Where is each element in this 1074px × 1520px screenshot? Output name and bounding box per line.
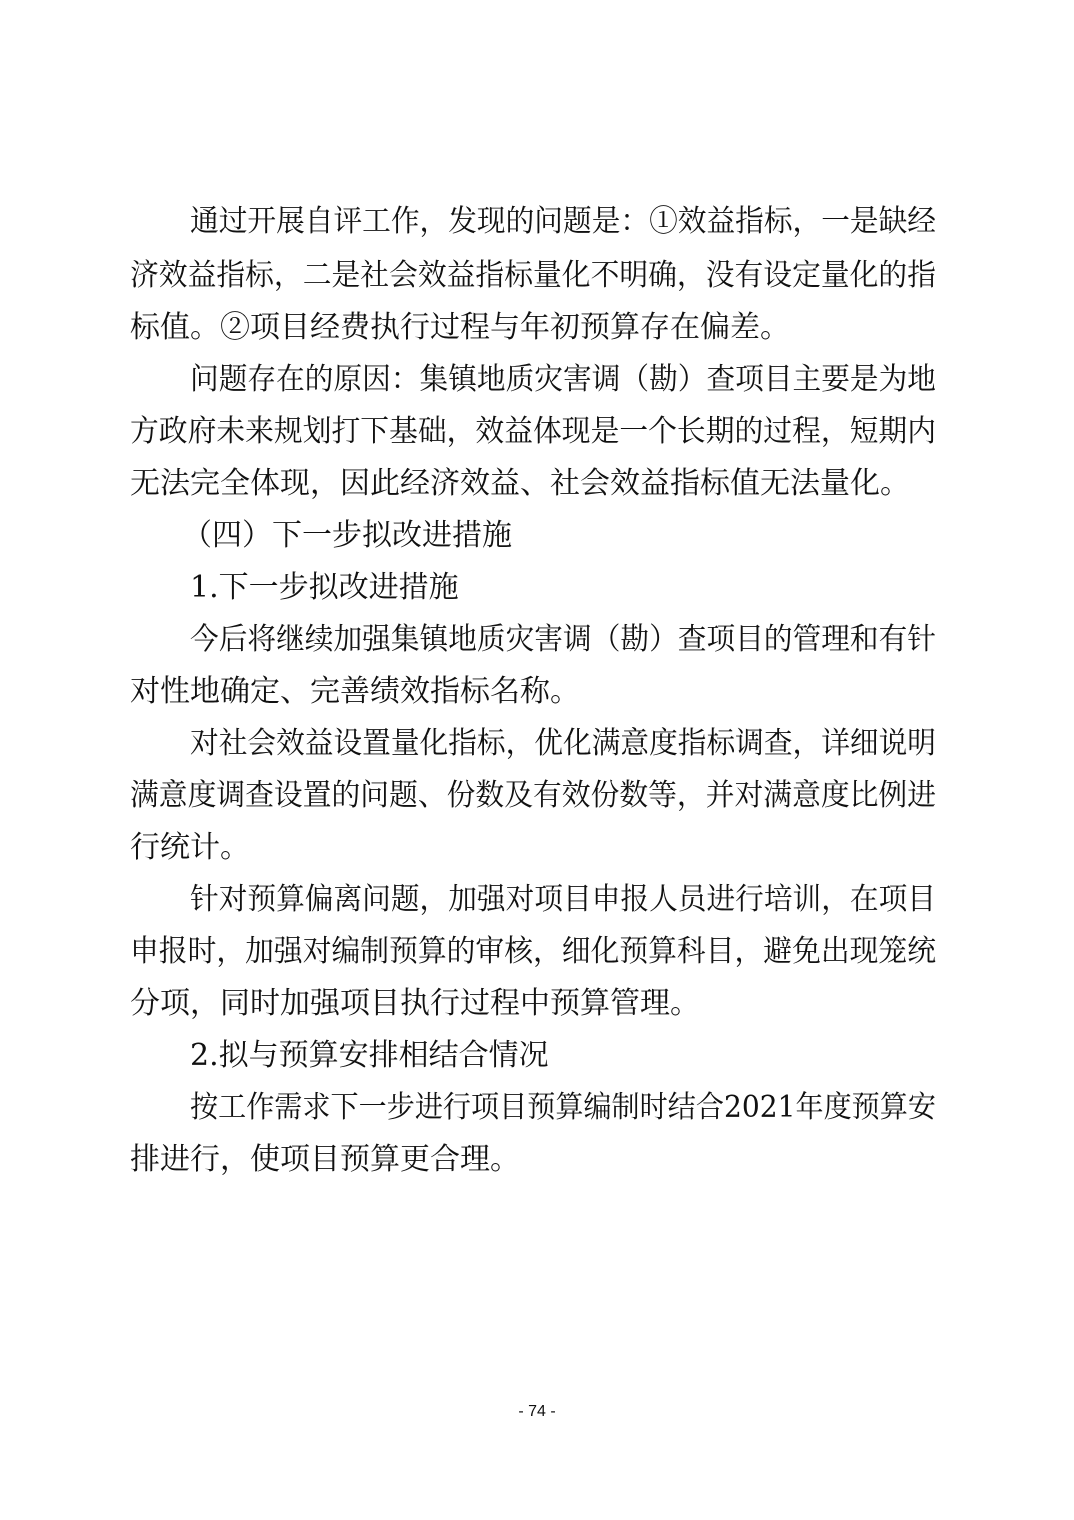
subsection-heading: 2.拟与预算安排相结合情况 bbox=[190, 1038, 549, 1073]
line-8 bbox=[0, 562, 1074, 614]
paragraph-text: 行统计。 bbox=[130, 830, 250, 865]
line-11 bbox=[0, 718, 1074, 770]
paragraph-text: 申报时，加强对编制预算的审核，细化预算科目，避免出现笼统 bbox=[130, 934, 936, 969]
paragraph-text: 对社会效益设置量化指标，优化满意度指标调查，详细说明 bbox=[190, 726, 936, 761]
line-16 bbox=[0, 978, 1074, 1030]
line-10 bbox=[0, 666, 1074, 718]
subsection-heading: 1.下一步拟改进措施 bbox=[190, 570, 459, 605]
paragraph-text: 针对预算偏离问题，加强对项目申报人员进行培训，在项目 bbox=[190, 882, 936, 917]
line-3 bbox=[0, 302, 1074, 354]
paragraph-text: 标值。②项目经费执行过程与年初预算存在偏差。 bbox=[130, 310, 790, 345]
line-14 bbox=[0, 874, 1074, 926]
paragraph-text: 方政府未来规划打下基础，效益体现是一个长期的过程，短期内 bbox=[130, 414, 936, 449]
line-12 bbox=[0, 770, 1074, 822]
paragraph-text: 无法完全体现，因此经济效益、社会效益指标值无法量化。 bbox=[130, 466, 910, 501]
line-13 bbox=[0, 822, 1074, 874]
line-7 bbox=[0, 510, 1074, 562]
paragraph-text: 问题存在的原因：集镇地质灾害调（勘）查项目主要是为地 bbox=[190, 362, 936, 397]
paragraph-text: 济效益指标，二是社会效益指标量化不明确，没有设定量化的指 bbox=[130, 258, 936, 293]
line-17 bbox=[0, 1030, 1074, 1082]
line-19 bbox=[0, 1134, 1074, 1186]
paragraph-text: 按工作需求下一步进行项目预算编制时结合2021年度预算安 bbox=[190, 1090, 936, 1125]
line-4 bbox=[0, 354, 1074, 406]
line-1 bbox=[0, 196, 1074, 248]
paragraph-text: 今后将继续加强集镇地质灾害调（勘）查项目的管理和有针 bbox=[190, 622, 936, 657]
line-18 bbox=[0, 1082, 1074, 1134]
line-2 bbox=[0, 250, 1074, 302]
paragraph-text: 排进行，使项目预算更合理。 bbox=[130, 1142, 520, 1177]
paragraph-text: 通过开展自评工作，发现的问题是：①效益指标，一是缺经 bbox=[190, 204, 936, 239]
line-6 bbox=[0, 458, 1074, 510]
line-5 bbox=[0, 406, 1074, 458]
paragraph-text: 对性地确定、完善绩效指标名称。 bbox=[130, 674, 580, 709]
line-15 bbox=[0, 926, 1074, 978]
line-9 bbox=[0, 614, 1074, 666]
paragraph-text: 分项，同时加强项目执行过程中预算管理。 bbox=[130, 986, 700, 1021]
page-number: - 74 - bbox=[518, 1403, 556, 1420]
paragraph-text: 满意度调查设置的问题、份数及有效份数等，并对满意度比例进 bbox=[130, 778, 936, 813]
section-heading: （四）下一步拟改进措施 bbox=[182, 518, 512, 553]
